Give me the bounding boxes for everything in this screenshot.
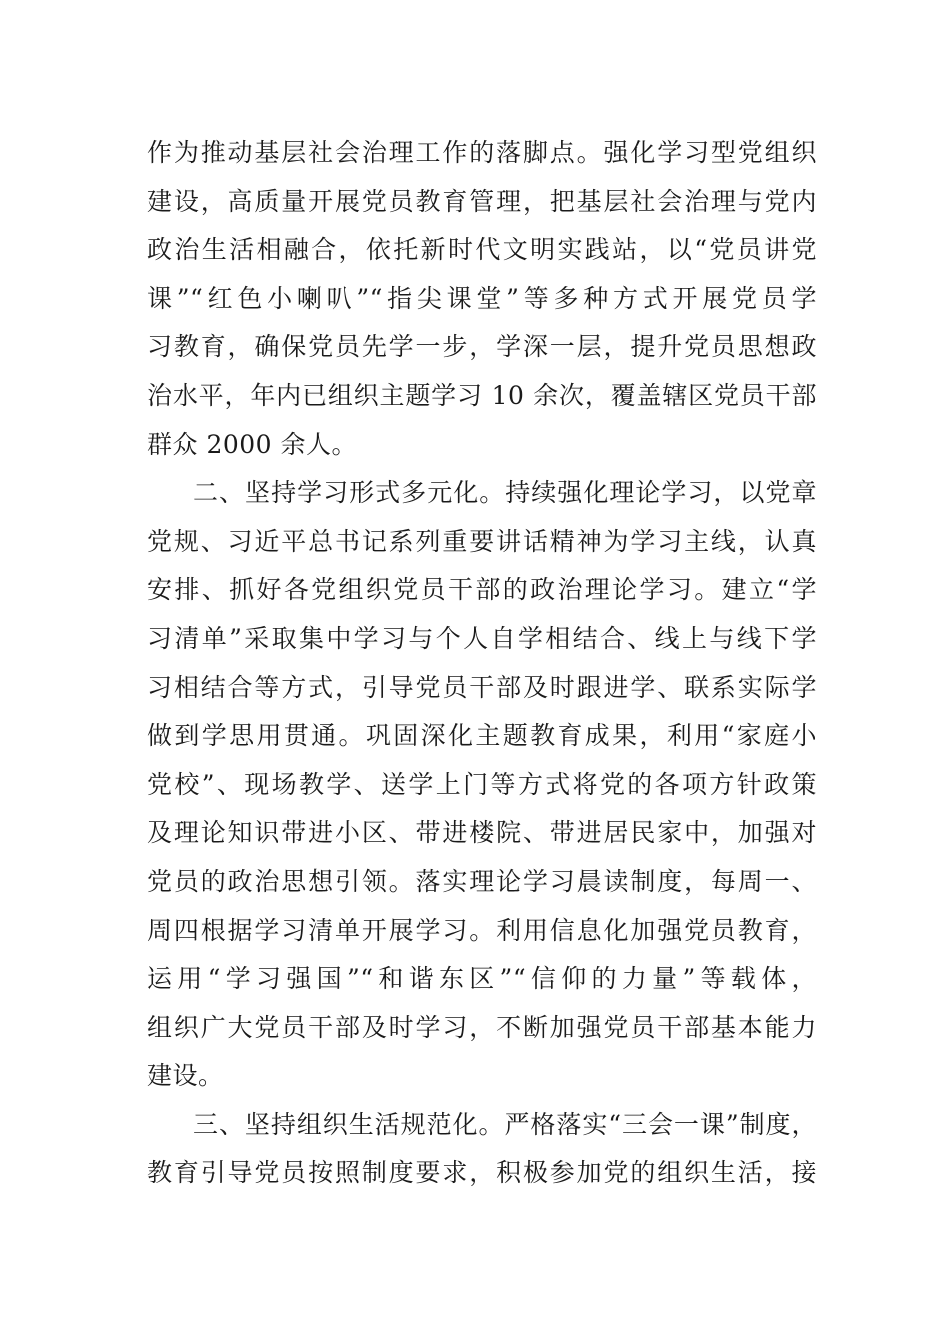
text-line: 二、坚持学习形式多元化。持续强化理论学习，以党章 — [193, 478, 817, 508]
paragraph-3 — [147, 1101, 817, 1198]
paragraph-1 — [147, 129, 817, 469]
text-line: 党校”、现场教学、送学上门等方式将党的各项方针政策 — [147, 769, 817, 799]
text-line: 做到学思用贯通。巩固深化主题教育成果，利用“家庭小 — [147, 721, 817, 751]
document-body — [147, 129, 817, 1198]
text-line: 课”“红色小喇叭”“指尖课堂”等多种方式开展党员学 — [147, 283, 817, 313]
text-line: 习教育，确保党员先学一步，学深一层，提升党员思想政 — [147, 332, 817, 362]
text-line: 习相结合等方式，引导党员干部及时跟进学、联系实际学 — [147, 672, 817, 702]
text-line: 建设。 — [147, 1061, 224, 1091]
text-line: 运用“学习强国”“和谐东区”“信仰的力量”等载体， — [147, 964, 817, 994]
text-line: 建设，高质量开展党员教育管理，把基层社会治理与党内 — [147, 186, 817, 216]
text-line: 组织广大党员干部及时学习，不断加强党员干部基本能力 — [147, 1012, 817, 1042]
text-line: 教育引导党员按照制度要求，积极参加党的组织生活，接 — [147, 1158, 817, 1188]
text-line: 安排、抓好各党组织党员干部的政治理论学习。建立“学 — [147, 575, 817, 605]
text-line: 政治生活相融合，依托新时代文明实践站，以“党员讲党 — [147, 235, 817, 265]
text-line: 治水平，年内已组织主题学习 10 余次，覆盖辖区党员干部 — [147, 380, 817, 410]
text-line: 周四根据学习清单开展学习。利用信息化加强党员教育， — [147, 915, 817, 945]
paragraph-2 — [147, 469, 817, 1101]
text-line: 党规、习近平总书记系列重要讲话精神为学习主线，认真 — [147, 526, 817, 556]
text-line: 群众 2000 余人。 — [147, 429, 358, 459]
text-line: 及理论知识带进小区、带进楼院、带进居民家中，加强对 — [147, 818, 817, 848]
text-line: 作为推动基层社会治理工作的落脚点。强化学习型党组织 — [147, 138, 817, 167]
text-line: 习清单”采取集中学习与个人自学相结合、线上与线下学 — [147, 623, 817, 653]
text-line: 三、坚持组织生活规范化。严格落实“三会一课”制度， — [193, 1109, 817, 1139]
text-line: 党员的政治思想引领。落实理论学习晨读制度，每周一、 — [147, 866, 817, 896]
